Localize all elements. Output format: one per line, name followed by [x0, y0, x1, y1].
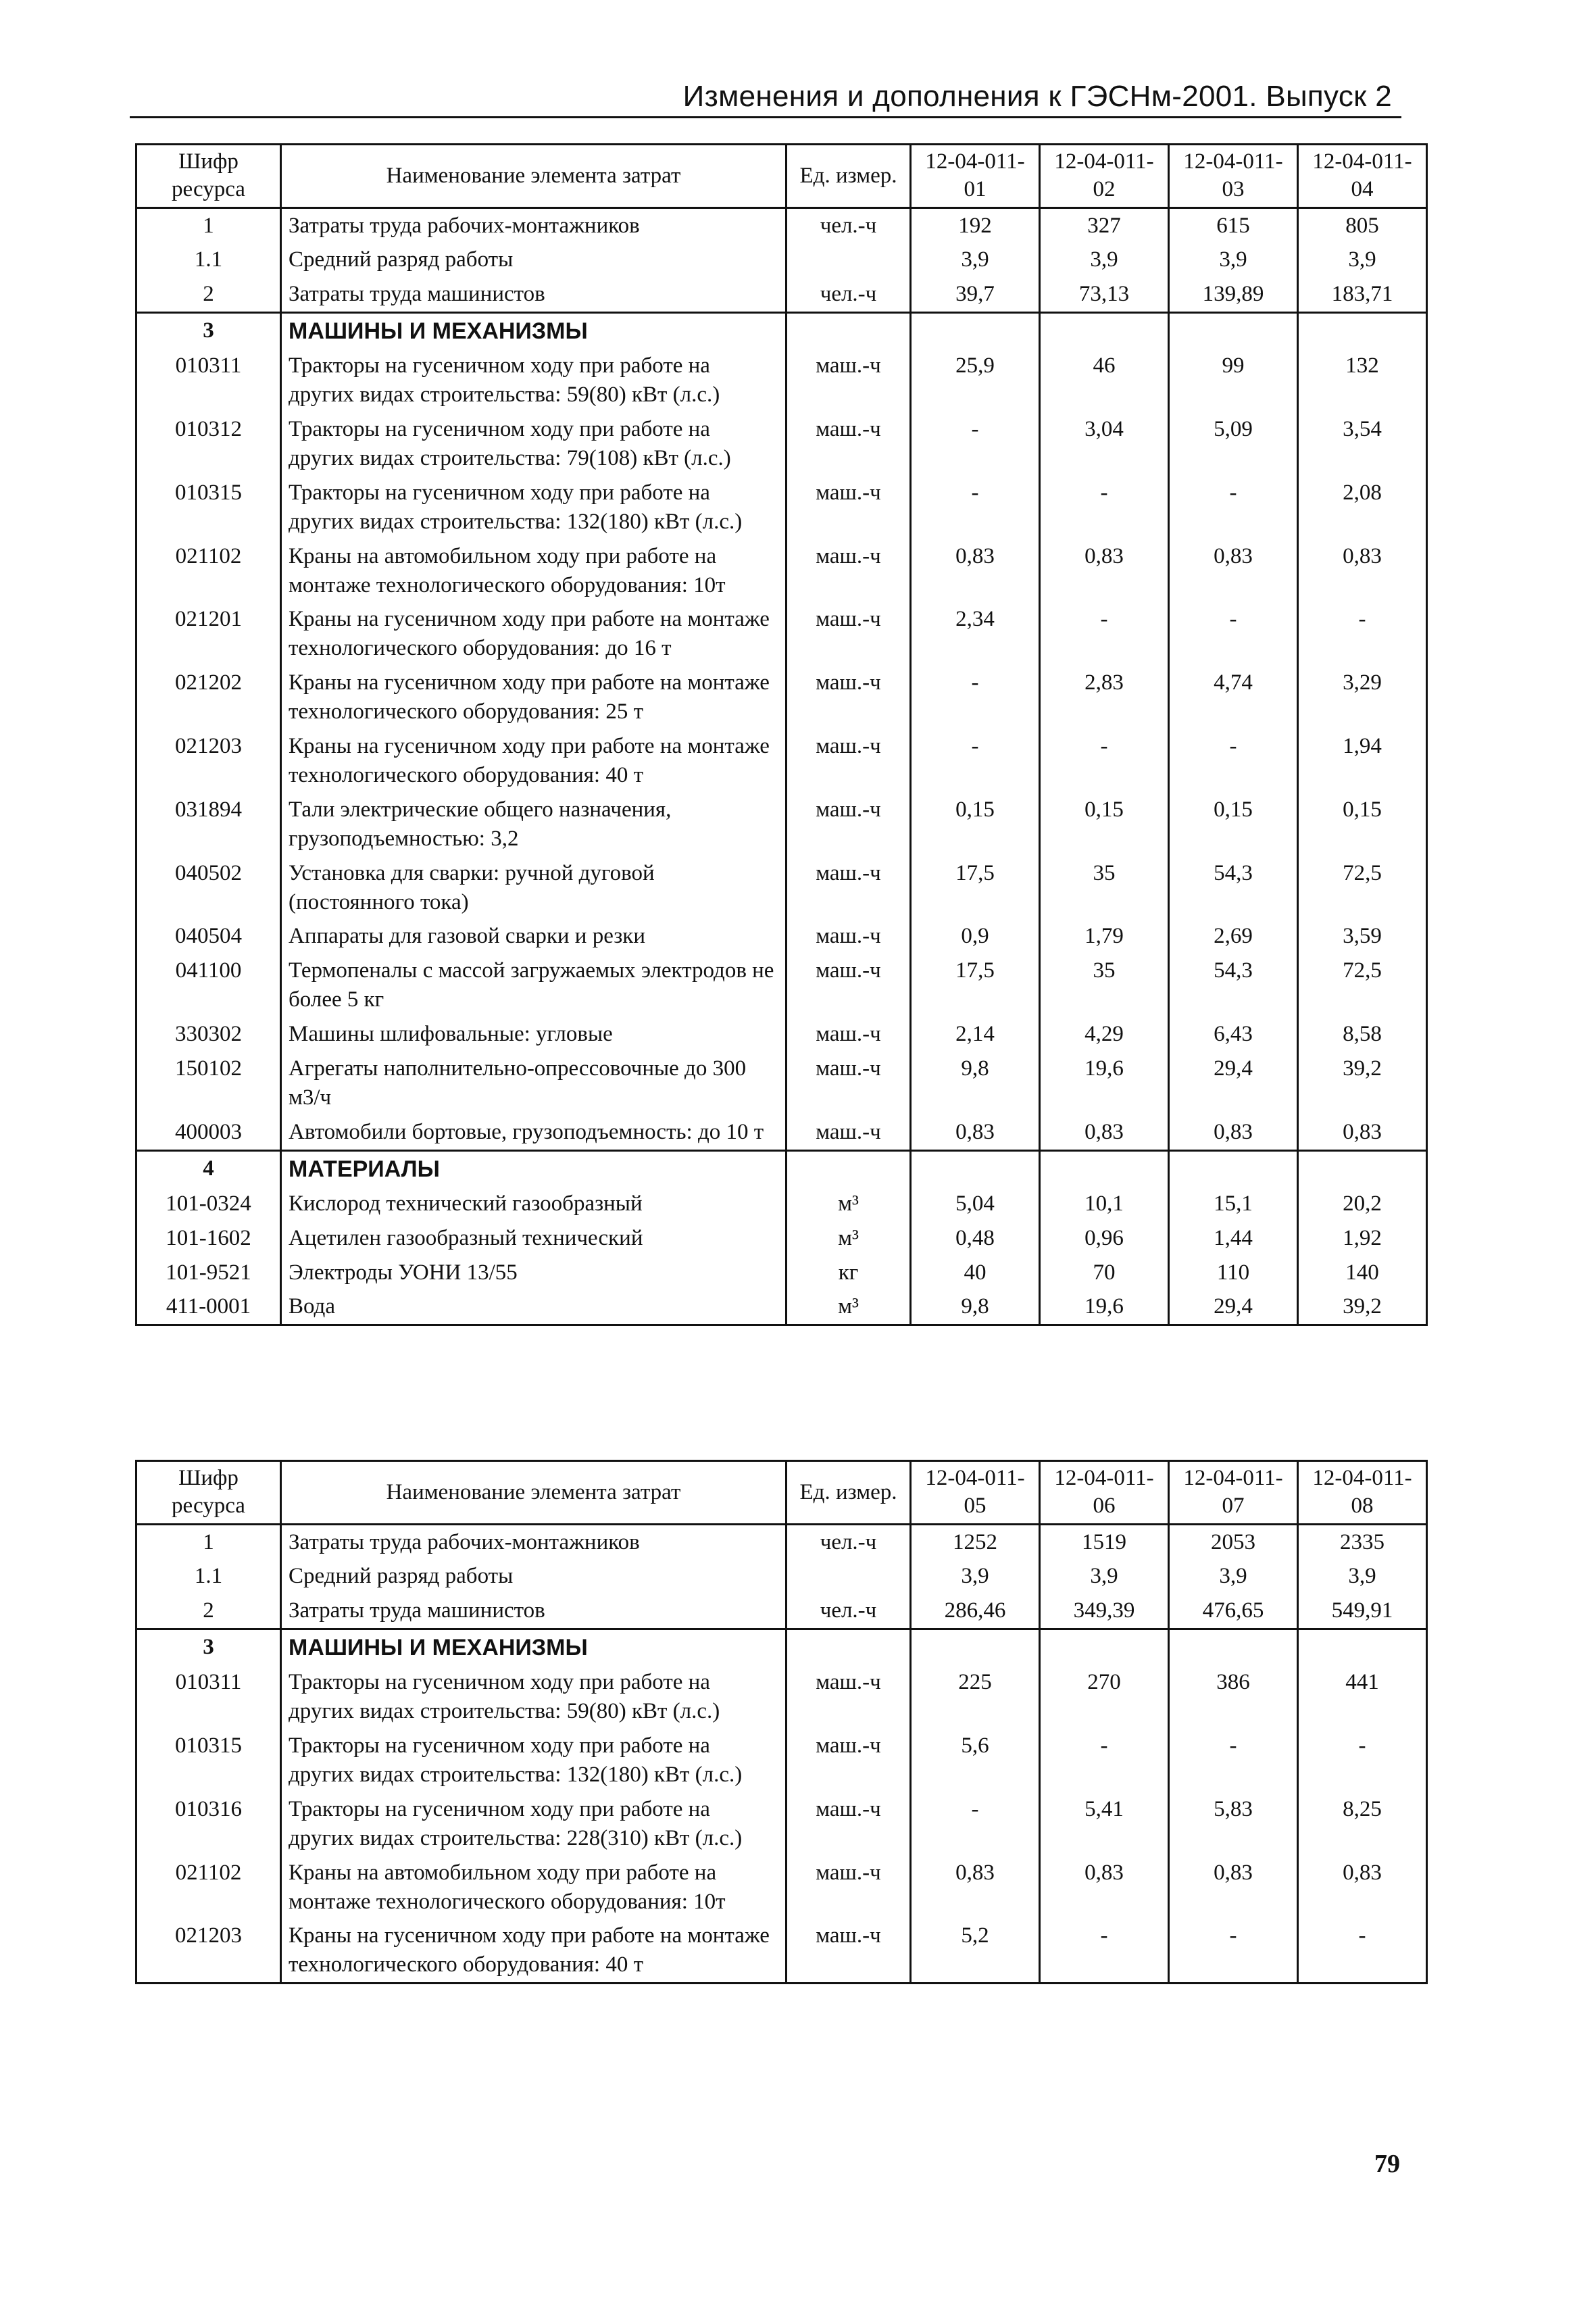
unit-of-measure: маш.-ч	[787, 539, 911, 603]
value-col-1: 9,8	[911, 1289, 1040, 1325]
value-col-2: 0,83	[1040, 539, 1169, 603]
resource-code: 010311	[136, 1665, 281, 1729]
cost-element-name: МАШИНЫ И МЕХАНИЗМЫ	[281, 1629, 787, 1666]
value-col-4: -	[1298, 1729, 1427, 1792]
value-col-3: 15,1	[1169, 1187, 1298, 1221]
table-row	[136, 1052, 1427, 1115]
value-col-1: 39,7	[911, 277, 1040, 312]
cost-element-name: МАТЕРИАЛЫ	[281, 1150, 787, 1187]
value-col-3: 0,83	[1169, 1115, 1298, 1150]
unit-of-measure	[787, 243, 911, 277]
unit-of-measure: маш.-ч	[787, 412, 911, 476]
resource-code: 411-0001	[136, 1289, 281, 1325]
value-col-2: -	[1040, 1729, 1169, 1792]
cost-element-name: Машины шлифовальные: угловые	[281, 1017, 787, 1052]
value-col-2: 35	[1040, 856, 1169, 920]
value-col-2: 1519	[1040, 1524, 1169, 1559]
cost-element-name: МАШИНЫ И МЕХАНИЗМЫ	[281, 313, 787, 349]
table-row	[136, 277, 1427, 312]
table-row	[136, 1524, 1427, 1559]
value-col-1: -	[911, 412, 1040, 476]
cost-element-name: Ацетилен газообразный технический	[281, 1221, 787, 1256]
value-col-3: 1,44	[1169, 1221, 1298, 1256]
resource-code: 2	[136, 277, 281, 312]
value-col-3: 29,4	[1169, 1289, 1298, 1325]
value-col-2: -	[1040, 1919, 1169, 1983]
value-col-4: 0,83	[1298, 1856, 1427, 1919]
value-col-4: 2,08	[1298, 476, 1427, 539]
value-col-1: 9,8	[911, 1052, 1040, 1115]
value-col-1: 5,04	[911, 1187, 1040, 1221]
value-col-3: 4,74	[1169, 666, 1298, 729]
value-col-2: 270	[1040, 1665, 1169, 1729]
table-row	[136, 1665, 1427, 1729]
table-row	[136, 602, 1427, 666]
value-col-4: -	[1298, 1919, 1427, 1983]
cost-element-name: Термопеналы с массой загружаемых электродов не более 5 кг	[281, 954, 787, 1017]
value-col-3: 6,43	[1169, 1017, 1298, 1052]
value-col-1: 2,34	[911, 602, 1040, 666]
unit-of-measure: чел.-ч	[787, 1594, 911, 1629]
value-col-4: 132	[1298, 349, 1427, 412]
value-col-2: 0,83	[1040, 1856, 1169, 1919]
value-col-3: -	[1169, 729, 1298, 793]
value-col-4: 72,5	[1298, 954, 1427, 1017]
resource-code: 330302	[136, 1017, 281, 1052]
resource-code: 400003	[136, 1115, 281, 1150]
resource-code: 021102	[136, 1856, 281, 1919]
resource-code: 3	[136, 313, 281, 349]
value-col-1: 3,9	[911, 1559, 1040, 1594]
value-col-4: 3,59	[1298, 919, 1427, 954]
table-row	[136, 476, 1427, 539]
header-col-2: 12-04-011-06	[1040, 1461, 1169, 1525]
table-row	[136, 1115, 1427, 1150]
resource-table-2	[135, 1460, 1428, 1984]
header-col-1: 12-04-011-05	[911, 1461, 1040, 1525]
unit-of-measure: кг	[787, 1256, 911, 1290]
value-col-3: 0,15	[1169, 793, 1298, 856]
value-col-3: 0,83	[1169, 1856, 1298, 1919]
value-col-1: 2,14	[911, 1017, 1040, 1052]
resource-code: 021201	[136, 602, 281, 666]
resource-code: 021202	[136, 666, 281, 729]
value-col-1: 17,5	[911, 954, 1040, 1017]
table-row	[136, 793, 1427, 856]
value-col-1: -	[911, 476, 1040, 539]
value-col-2: -	[1040, 602, 1169, 666]
value-col-3: -	[1169, 1729, 1298, 1792]
value-col-1: 1252	[911, 1524, 1040, 1559]
resource-code: 1.1	[136, 243, 281, 277]
resource-code: 1.1	[136, 1559, 281, 1594]
unit-of-measure: маш.-ч	[787, 602, 911, 666]
unit-of-measure: м³	[787, 1289, 911, 1325]
unit-of-measure: маш.-ч	[787, 793, 911, 856]
cost-element-name: Затраты труда рабочих-монтажников	[281, 1524, 787, 1559]
table-row	[136, 1792, 1427, 1856]
value-col-2: 2,83	[1040, 666, 1169, 729]
header-code: Шифр ресурса	[136, 145, 281, 208]
header-col-4: 12-04-011-04	[1298, 145, 1427, 208]
cost-element-name: Краны на гусеничном ходу при работе на монтаже технологического оборудования: 40 т	[281, 729, 787, 793]
unit-of-measure: чел.-ч	[787, 277, 911, 312]
cost-element-name: Краны на гусеничном ходу при работе на монтаже технологического оборудования: 40 т	[281, 1919, 787, 1983]
value-col-4: 1,94	[1298, 729, 1427, 793]
value-col-2	[1040, 1629, 1169, 1666]
table-row	[136, 666, 1427, 729]
value-col-2: 0,83	[1040, 1115, 1169, 1150]
table-row	[136, 729, 1427, 793]
value-col-1: -	[911, 1792, 1040, 1856]
resource-code: 2	[136, 1594, 281, 1629]
value-col-1: 0,9	[911, 919, 1040, 954]
value-col-2	[1040, 1150, 1169, 1187]
table-row	[136, 243, 1427, 277]
table-row	[136, 1559, 1427, 1594]
cost-element-name: Краны на гусеничном ходу при работе на монтаже технологического оборудования: 25 т	[281, 666, 787, 729]
cost-element-name: Тракторы на гусеничном ходу при работе на других видах строительства: 59(80) кВт (л.с.)	[281, 349, 787, 412]
value-col-1: 25,9	[911, 349, 1040, 412]
value-col-2: 46	[1040, 349, 1169, 412]
header-col-3: 12-04-011-07	[1169, 1461, 1298, 1525]
unit-of-measure	[787, 1150, 911, 1187]
value-col-4: -	[1298, 602, 1427, 666]
value-col-3: -	[1169, 476, 1298, 539]
value-col-3: 99	[1169, 349, 1298, 412]
unit-of-measure: маш.-ч	[787, 1729, 911, 1792]
unit-of-measure: маш.-ч	[787, 1856, 911, 1919]
resource-code: 101-9521	[136, 1256, 281, 1290]
value-col-1: 5,6	[911, 1729, 1040, 1792]
table-header-row	[136, 145, 1427, 208]
value-col-3: 110	[1169, 1256, 1298, 1290]
unit-of-measure: чел.-ч	[787, 207, 911, 243]
table-body	[136, 207, 1427, 1325]
unit-of-measure: маш.-ч	[787, 954, 911, 1017]
resource-code: 021203	[136, 1919, 281, 1983]
table-row	[136, 1729, 1427, 1792]
table-row	[136, 1856, 1427, 1919]
unit-of-measure: маш.-ч	[787, 476, 911, 539]
unit-of-measure: маш.-ч	[787, 1017, 911, 1052]
value-col-4: 39,2	[1298, 1052, 1427, 1115]
unit-of-measure: м³	[787, 1221, 911, 1256]
unit-of-measure	[787, 1629, 911, 1666]
value-col-2: 19,6	[1040, 1289, 1169, 1325]
value-col-4	[1298, 313, 1427, 349]
value-col-2: 35	[1040, 954, 1169, 1017]
value-col-4: 0,83	[1298, 1115, 1427, 1150]
table-row	[136, 1594, 1427, 1629]
resource-code: 3	[136, 1629, 281, 1666]
value-col-2: 73,13	[1040, 277, 1169, 312]
value-col-1: 0,15	[911, 793, 1040, 856]
value-col-1: 0,83	[911, 1856, 1040, 1919]
unit-of-measure: маш.-ч	[787, 1919, 911, 1983]
value-col-4: 2335	[1298, 1524, 1427, 1559]
header-unit: Ед. измер.	[787, 1461, 911, 1525]
value-col-3	[1169, 1150, 1298, 1187]
value-col-3: 5,83	[1169, 1792, 1298, 1856]
cost-element-name: Краны на гусеничном ходу при работе на монтаже технологического оборудования: до 16 т	[281, 602, 787, 666]
cost-element-name: Краны на автомобильном ходу при работе на монтаже технологического оборудования: 10т	[281, 1856, 787, 1919]
value-col-1: 0,83	[911, 1115, 1040, 1150]
resource-table-1	[135, 143, 1428, 1326]
cost-element-name: Затраты труда рабочих-монтажников	[281, 207, 787, 243]
cost-element-name: Кислород технический газообразный	[281, 1187, 787, 1221]
resource-code: 031894	[136, 793, 281, 856]
cost-element-name: Тракторы на гусеничном ходу при работе на других видах строительства: 59(80) кВт (л.с.)	[281, 1665, 787, 1729]
value-col-3: 0,83	[1169, 539, 1298, 603]
value-col-4: 0,15	[1298, 793, 1427, 856]
value-col-2: 3,9	[1040, 1559, 1169, 1594]
resource-code: 010316	[136, 1792, 281, 1856]
header-col-1: 12-04-011-01	[911, 145, 1040, 208]
value-col-2: 10,1	[1040, 1187, 1169, 1221]
resource-code: 040502	[136, 856, 281, 920]
resource-code: 010311	[136, 349, 281, 412]
unit-of-measure: маш.-ч	[787, 1115, 911, 1150]
unit-of-measure: м³	[787, 1187, 911, 1221]
value-col-2: 349,39	[1040, 1594, 1169, 1629]
value-col-3: 54,3	[1169, 954, 1298, 1017]
value-col-4: 805	[1298, 207, 1427, 243]
header-col-2: 12-04-011-02	[1040, 145, 1169, 208]
resource-code: 040504	[136, 919, 281, 954]
value-col-1	[911, 1150, 1040, 1187]
value-col-1: 5,2	[911, 1919, 1040, 1983]
value-col-3: 5,09	[1169, 412, 1298, 476]
value-col-2: 0,15	[1040, 793, 1169, 856]
page-number: 79	[1374, 2150, 1400, 2178]
table-row	[136, 1289, 1427, 1325]
unit-of-measure: маш.-ч	[787, 856, 911, 920]
value-col-4: 3,9	[1298, 243, 1427, 277]
table-body	[136, 1524, 1427, 1984]
value-col-4: 441	[1298, 1665, 1427, 1729]
resource-code: 021102	[136, 539, 281, 603]
value-col-4: 8,58	[1298, 1017, 1427, 1052]
value-col-4: 3,54	[1298, 412, 1427, 476]
value-col-1	[911, 313, 1040, 349]
unit-of-measure: чел.-ч	[787, 1524, 911, 1559]
resource-code: 010315	[136, 476, 281, 539]
value-col-3: 2,69	[1169, 919, 1298, 954]
table-row	[136, 1221, 1427, 1256]
value-col-4: 1,92	[1298, 1221, 1427, 1256]
resource-code: 1	[136, 1524, 281, 1559]
document-title: Изменения и дополнения к ГЭСНм-2001. Выпуск 2	[682, 80, 1392, 113]
cost-element-name: Установка для сварки: ручной дуговой (постоянного тока)	[281, 856, 787, 920]
cost-element-name: Тракторы на гусеничном ходу при работе на других видах строительства: 228(310) кВт (л.с.)	[281, 1792, 787, 1856]
value-col-1: 3,9	[911, 243, 1040, 277]
table-row	[136, 207, 1427, 243]
resource-code: 101-1602	[136, 1221, 281, 1256]
table-row	[136, 1919, 1427, 1983]
header-code: Шифр ресурса	[136, 1461, 281, 1525]
cost-element-name: Средний разряд работы	[281, 243, 787, 277]
value-col-4: 72,5	[1298, 856, 1427, 920]
value-col-3: 476,65	[1169, 1594, 1298, 1629]
value-col-3: 139,89	[1169, 277, 1298, 312]
value-col-2: 1,79	[1040, 919, 1169, 954]
value-col-2: 0,96	[1040, 1221, 1169, 1256]
header-unit: Ед. измер.	[787, 145, 911, 208]
unit-of-measure: маш.-ч	[787, 349, 911, 412]
cost-element-name: Затраты труда машинистов	[281, 1594, 787, 1629]
value-col-2: 3,04	[1040, 412, 1169, 476]
value-col-3: 386	[1169, 1665, 1298, 1729]
table-row	[136, 412, 1427, 476]
value-col-4	[1298, 1629, 1427, 1666]
value-col-3: 3,9	[1169, 1559, 1298, 1594]
value-col-2: 3,9	[1040, 243, 1169, 277]
value-col-2: -	[1040, 729, 1169, 793]
unit-of-measure: маш.-ч	[787, 919, 911, 954]
value-col-3: 29,4	[1169, 1052, 1298, 1115]
value-col-2	[1040, 313, 1169, 349]
table-row	[136, 539, 1427, 603]
unit-of-measure: маш.-ч	[787, 1665, 911, 1729]
value-col-1: 192	[911, 207, 1040, 243]
value-col-2: 70	[1040, 1256, 1169, 1290]
cost-element-name: Тракторы на гусеничном ходу при работе на других видах строительства: 132(180) кВт (л.с.)	[281, 476, 787, 539]
value-col-1: 225	[911, 1665, 1040, 1729]
value-col-4: 8,25	[1298, 1792, 1427, 1856]
table-row	[136, 919, 1427, 954]
value-col-1: 0,48	[911, 1221, 1040, 1256]
value-col-2: 19,6	[1040, 1052, 1169, 1115]
cost-element-name: Средний разряд работы	[281, 1559, 787, 1594]
unit-of-measure	[787, 313, 911, 349]
resource-code: 021203	[136, 729, 281, 793]
table-row	[136, 1150, 1427, 1187]
table-row	[136, 1256, 1427, 1290]
value-col-1: 0,83	[911, 539, 1040, 603]
table-row	[136, 1629, 1427, 1666]
header-col-3: 12-04-011-03	[1169, 145, 1298, 208]
unit-of-measure: маш.-ч	[787, 666, 911, 729]
resource-code: 4	[136, 1150, 281, 1187]
value-col-3: 3,9	[1169, 243, 1298, 277]
value-col-4: 20,2	[1298, 1187, 1427, 1221]
unit-of-measure: маш.-ч	[787, 1792, 911, 1856]
cost-element-name: Электроды УОНИ 13/55	[281, 1256, 787, 1290]
header-name: Наименование элемента затрат	[281, 145, 787, 208]
unit-of-measure: маш.-ч	[787, 1052, 911, 1115]
table-header-row	[136, 1461, 1427, 1525]
value-col-4: 3,9	[1298, 1559, 1427, 1594]
value-col-3: 2053	[1169, 1524, 1298, 1559]
resource-code: 041100	[136, 954, 281, 1017]
value-col-2: 327	[1040, 207, 1169, 243]
table-row	[136, 313, 1427, 349]
cost-element-name: Агрегаты наполнительно-опрессовочные до 300 м3/ч	[281, 1052, 787, 1115]
resource-code: 010315	[136, 1729, 281, 1792]
value-col-4: 549,91	[1298, 1594, 1427, 1629]
unit-of-measure	[787, 1559, 911, 1594]
cost-element-name: Тракторы на гусеничном ходу при работе на других видах строительства: 79(108) кВт (л.с.)	[281, 412, 787, 476]
value-col-3	[1169, 1629, 1298, 1666]
cost-element-name: Тали электрические общего назначения, грузоподъемностью: 3,2	[281, 793, 787, 856]
cost-element-name: Вода	[281, 1289, 787, 1325]
value-col-1: 17,5	[911, 856, 1040, 920]
table-row	[136, 856, 1427, 920]
value-col-4: 39,2	[1298, 1289, 1427, 1325]
value-col-2: -	[1040, 476, 1169, 539]
value-col-1	[911, 1629, 1040, 1666]
value-col-3	[1169, 313, 1298, 349]
header-name: Наименование элемента затрат	[281, 1461, 787, 1525]
unit-of-measure: маш.-ч	[787, 729, 911, 793]
value-col-4: 3,29	[1298, 666, 1427, 729]
value-col-1: -	[911, 666, 1040, 729]
value-col-3: -	[1169, 602, 1298, 666]
resource-code: 1	[136, 207, 281, 243]
resource-code: 150102	[136, 1052, 281, 1115]
value-col-1: -	[911, 729, 1040, 793]
value-col-3: -	[1169, 1919, 1298, 1983]
value-col-1: 40	[911, 1256, 1040, 1290]
page-header	[130, 76, 1401, 118]
value-col-2: 5,41	[1040, 1792, 1169, 1856]
value-col-4: 0,83	[1298, 539, 1427, 603]
value-col-4	[1298, 1150, 1427, 1187]
table-row	[136, 349, 1427, 412]
cost-element-name: Краны на автомобильном ходу при работе на монтаже технологического оборудования: 10т	[281, 539, 787, 603]
value-col-4: 140	[1298, 1256, 1427, 1290]
value-col-3: 615	[1169, 207, 1298, 243]
cost-element-name: Аппараты для газовой сварки и резки	[281, 919, 787, 954]
value-col-2: 4,29	[1040, 1017, 1169, 1052]
resource-code: 010312	[136, 412, 281, 476]
header-col-4: 12-04-011-08	[1298, 1461, 1427, 1525]
value-col-4: 183,71	[1298, 277, 1427, 312]
cost-element-name: Автомобили бортовые, грузоподъемность: до 10 т	[281, 1115, 787, 1150]
cost-element-name: Затраты труда машинистов	[281, 277, 787, 312]
cost-element-name: Тракторы на гусеничном ходу при работе на других видах строительства: 132(180) кВт (л.с.)	[281, 1729, 787, 1792]
table-row	[136, 1187, 1427, 1221]
value-col-3: 54,3	[1169, 856, 1298, 920]
resource-code: 101-0324	[136, 1187, 281, 1221]
value-col-1: 286,46	[911, 1594, 1040, 1629]
table-row	[136, 954, 1427, 1017]
table-row	[136, 1017, 1427, 1052]
